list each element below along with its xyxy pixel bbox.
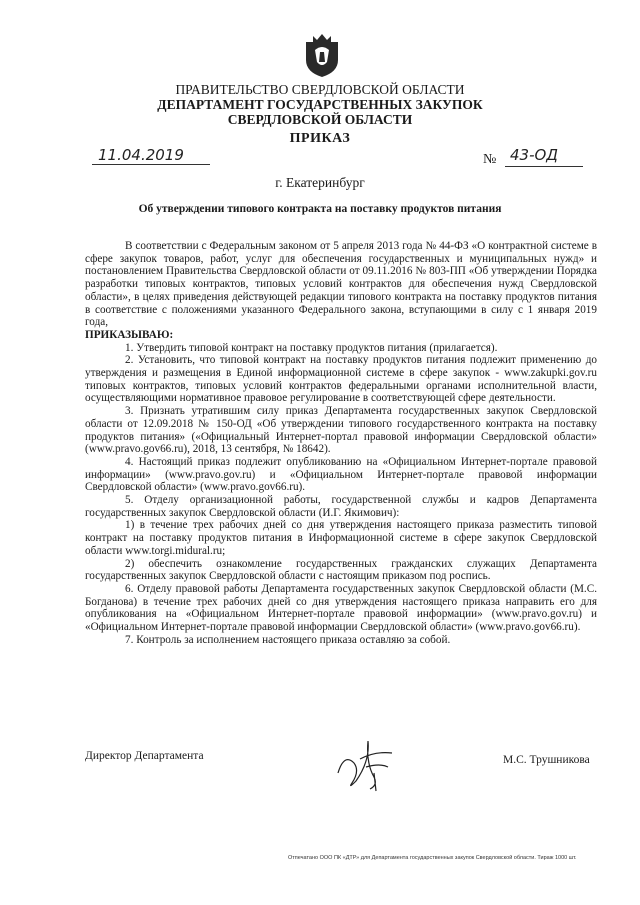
order-item: 2. Установить, что типовой контракт на поставку продуктов питания подлежит применению до утверждения и размещения в Единой информационной системе в сфере закупок - www.zakupki.gov.ru типовых контрактов, типовых условий контрактов федеральными органами исполнительной власти, осуществляющими нормативное правовое регулирование в соответствующей сфере деятельности. [85,354,597,405]
document-body [85,240,597,647]
department-name-line1: ДЕПАРТАМЕНТ ГОСУДАРСТВЕННЫХ ЗАКУПОК [157,97,483,112]
signatory-name: М.С. Трушникова [503,754,590,766]
order-item: 3. Признать утратившим силу приказ Департамента государственных закупок Свердловской области от 12.09.2018 № 150-ОД «Об утверждении типового государственного контракта на поставку продуктов питания» («Официальный Интернет-портал правовой информации Свердловской области» (www.pravo.gov66.ru), 2018, 13 сентября, № 18642). [85,405,597,456]
document-type: ПРИКАЗ [289,131,351,146]
print-footer: Отпечатано ООО ПК «ДТР» для Департамента государственных закупок Свердловской области. Тираж 1000 шт. [288,855,577,861]
order-date: 11.04.2019 [98,146,184,164]
order-item: 6. Отделу правовой работы Департамента государственных закупок Свердловской области (М.С. Богданова) в течение трех рабочих дней со дня утверждения настоящего приказа направить его для опубликования на «Официальном Интернет-портале правовой информации» (www.pravo.gov.ru) и «Официальном Интернет-портале правовой информации Свердловской области» (www.pravo.gov66.ru). [85,582,597,634]
order-item: 4. Настоящий приказ подлежит опубликованию на «Официальном Интернет-портале правовой информации» (www.pravo.gov.ru) и «Официальном Интернет-портале правовой информации Свердловской области» (www.pravo.gov66.ru). [85,455,597,494]
number-label: № [483,152,497,167]
order-item: 1. Утвердить типовой контракт на поставку продуктов питания (прилагается). [125,341,498,354]
order-number: 43-ОД [510,146,559,164]
preamble: В соответствии с Федеральным законом от 5 апреля 2013 года № 44-ФЗ «О контрактной системе в сфере закупок товаров, работ, услуг для обеспечения государственных и муниципальных нужд» и постановлением Правительства Свердловской области от 09.11.2016 № 803-ПП «Об утверждении Порядка разработки типовых контрактов, типовых условий контрактов для обеспечения нужд Свердловской области», в целях приведения действующей редакции типового контракта на поставку продуктов питания в соответствие с положениями указанного Федерального закона, вступающими в силу с 1 января 2019 года, [85,240,597,329]
signature-image [330,733,400,793]
date-underline [92,164,210,165]
signatory-position: Директор Департамента [85,750,204,762]
order-item: 5. Отделу организационной работы, государственной службы и кадров Департамента государственных закупок Свердловской области (И.Г. Якимович): [85,494,597,519]
document-title: Об утверждении типового контракта на поставку продуктов питания [138,203,502,215]
order-word: ПРИКАЗЫВАЮ: [85,328,174,341]
department-name-line2: СВЕРДЛОВСКОЙ ОБЛАСТИ [227,112,413,127]
order-subitem: 2) обеспечить ознакомление государственных гражданских служащих Департамента государственных закупок Свердловской области с настоящим приказом под роспись. [85,557,597,583]
number-underline [505,166,583,167]
order-item: 7. Контроль за исполнением настоящего приказа оставляю за собой. [125,633,451,646]
coat-of-arms-icon [303,32,341,78]
city: г. Екатеринбург [275,175,365,190]
order-subitem: 1) в течение трех рабочих дней со дня утверждения настоящего приказа разместить типовой контракт на поставку продуктов питания в Информационной системе в сфере закупок Свердловской области www.torgi.midural.ru; [85,519,597,557]
government-name: ПРАВИТЕЛЬСТВО СВЕРДЛОВСКОЙ ОБЛАСТИ [175,82,465,97]
